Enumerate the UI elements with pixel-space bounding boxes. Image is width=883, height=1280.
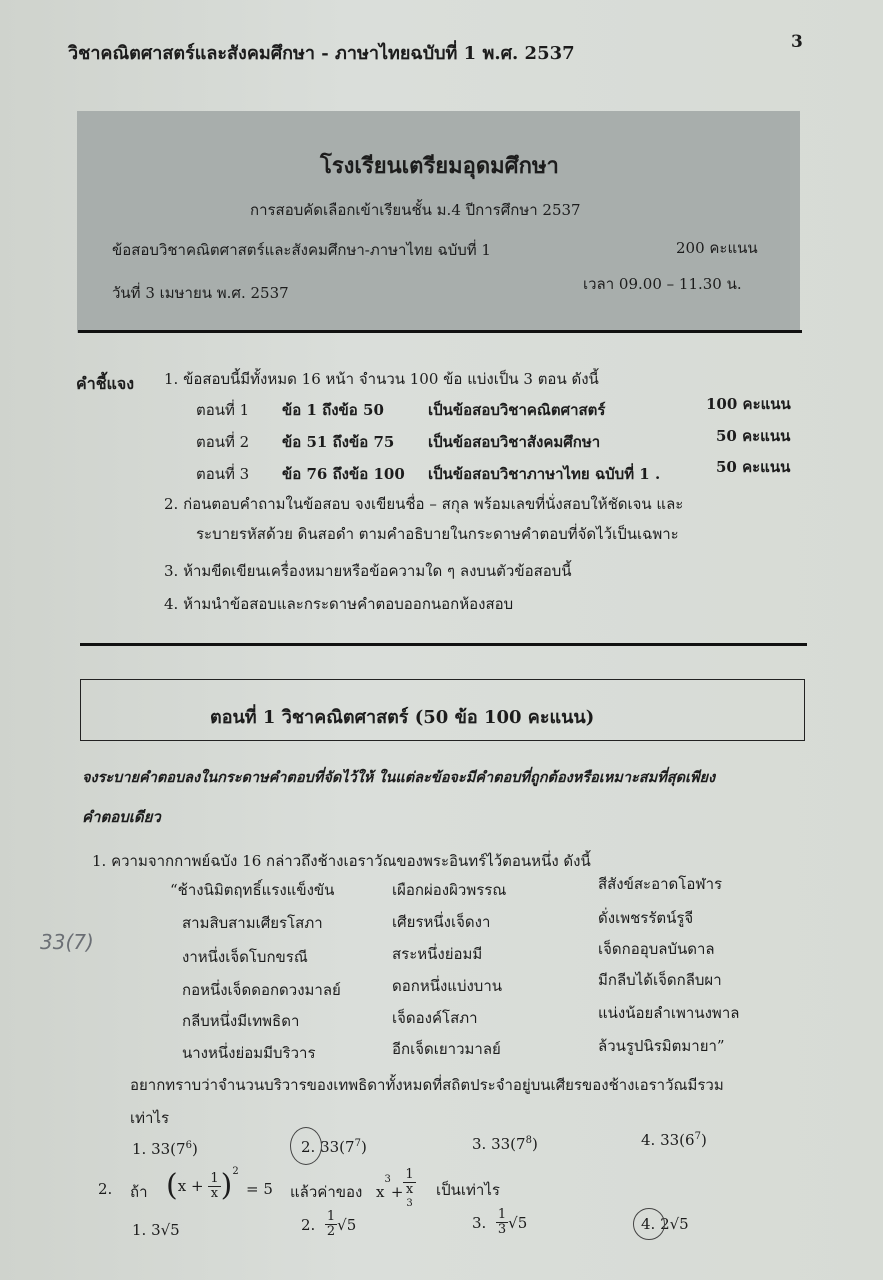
divider-top: [78, 330, 802, 333]
poem-line: กลีบหนึ่งมีเทพธิดา: [182, 1012, 300, 1030]
poem-line: แน่งน้อยลำเพานงพาล: [598, 1004, 740, 1022]
part-desc: เป็นข้อสอบวิชาคณิตศาสตร์: [428, 401, 606, 419]
q2-tail: เป็นเท่าไร: [436, 1181, 500, 1199]
poem-line: เศียรหนึ่งเจ็ดงา: [392, 913, 491, 931]
part-label: ตอนที่ 3: [196, 465, 250, 483]
q2-choice-3[interactable]: 3. $\frac{1}{3}$ √5: [472, 1207, 528, 1237]
poem-line: สีสังข์สะอาดโอฬาร: [598, 875, 723, 893]
poem-line: เจ็ดองค์โสภา: [392, 1009, 478, 1027]
q1-ask-line1: อยากทราบว่าจำนวนบริวารของเทพธิดาทั้งหมดที่สถิตประจำอยู่บนเศียรของช้างเอราวัณมีรวม: [130, 1076, 724, 1094]
school-name: โรงเรียนเตรียมอุดมศึกษา: [320, 153, 559, 179]
q2-target-expression: x $^3$ + 1 x $^3$: [376, 1167, 414, 1209]
exam-date: วันที่ 3 เมษายน พ.ศ. 2537: [112, 284, 289, 302]
poem-line: “ช้างนิมิตฤทธิ์แรงแข็งขัน: [170, 881, 335, 899]
page-number: 3: [791, 32, 803, 52]
poem-line: ดอกหนึ่งแบ่งบาน: [392, 977, 503, 995]
section-title: ตอนที่ 1 วิชาคณิตศาสตร์ (50 ข้อ 100 คะแนน): [210, 707, 595, 728]
exam-time: เวลา 09.00 – 11.30 น.: [583, 275, 742, 293]
q1-choice-3[interactable]: 3. $33(7^8)$: [472, 1135, 538, 1153]
part-desc: เป็นข้อสอบวิชาสังคมศึกษา: [428, 433, 601, 451]
q1-choice-1[interactable]: 1. $33(7^6)$: [132, 1140, 198, 1158]
instruction-2b: ระบายรหัสด้วย ดินสอดำ ตามคำอธิบายในกระดาษคำตอบที่จัดไว้เป็นเฉพาะ: [196, 525, 679, 543]
q2-equals: = 5: [246, 1180, 273, 1198]
poem-line: มีกลีบได้เจ็ดกลีบผา: [598, 971, 722, 989]
q2-expression: ( x + $\frac{1}{x}$ ) $^2$: [166, 1166, 239, 1203]
directions-line1: จงระบายคำตอบลงในกระดาษคำตอบที่จัดไว้ให้ ในแต่ละข้อจะมีคำตอบที่ถูกต้องหรือเหมาะสมที่สุดเพียง: [82, 769, 716, 786]
poem-line: นางหนึ่งย่อมมีบริวาร: [182, 1044, 316, 1062]
instructions-label: คำชี้แจง: [76, 374, 135, 393]
instruction-1: 1. ข้อสอบนี้มีทั้งหมด 16 หน้า จำนวน 100 ข้อ แบ่งเป็น 3 ตอน ดังนี้: [164, 370, 599, 388]
q2-choice-1[interactable]: 1. 3√5: [132, 1221, 180, 1239]
margin-pencil-note: 33(7): [40, 930, 94, 954]
q1-ask-line2: เท่าไร: [130, 1109, 170, 1127]
q1-choice-4[interactable]: 4. $33(6^7)$: [641, 1131, 707, 1149]
running-header: วิชาคณิตศาสตร์และสังคมศึกษา - ภาษาไทยฉบับที่ 1 พ.ศ. 2537: [68, 43, 575, 64]
part-desc: เป็นข้อสอบวิชาภาษาไทย ฉบับที่ 1 .: [428, 465, 661, 483]
instruction-4: 4. ห้ามนำข้อสอบและกระดาษคำตอบออกนอกห้องสอบ: [164, 595, 514, 613]
part-score: 50 คะแนน: [716, 427, 791, 445]
q2-lead: ถ้า: [130, 1183, 148, 1201]
part-score: 50 คะแนน: [716, 458, 791, 476]
poem-line: งาหนึ่งเจ็ดโบกขรณี: [182, 948, 308, 966]
q2-number: 2.: [98, 1180, 113, 1198]
poem-line: อีกเจ็ดเยาวมาลย์: [392, 1040, 501, 1058]
pencil-circle-mark: [633, 1208, 665, 1240]
q1-stem: 1. ความจากกาพย์ฉบัง 16 กล่าวถึงช้างเอราวัณของพระอินทร์ไว้ตอนหนึ่ง ดังนี้: [92, 852, 591, 870]
total-score: 200 คะแนน: [676, 239, 758, 257]
pencil-circle-mark: [290, 1127, 322, 1165]
directions-line2: คำตอบเดียว: [82, 808, 161, 826]
instruction-3: 3. ห้ามขีดเขียนเครื่องหมายหรือข้อความใด ๆ ลงบนตัวข้อสอบนี้: [164, 562, 572, 580]
q2-choice-2[interactable]: 2. $\frac{1}{2}$ √5: [301, 1209, 357, 1239]
part-range: ข้อ 76 ถึงข้อ 100: [282, 465, 405, 483]
part-range: ข้อ 1 ถึงข้อ 50: [282, 401, 384, 419]
part-range: ข้อ 51 ถึงข้อ 75: [282, 433, 395, 451]
poem-line: สระหนึ่งย่อมมี: [392, 945, 483, 963]
poem-line: ดั่งเพชรรัตน์รูจี: [598, 909, 694, 927]
poem-line: กอหนึ่งเจ็ดดอกดวงมาลย์: [182, 981, 341, 999]
poem-line: เจ็ดกออุบลบันดาล: [598, 940, 715, 958]
part-label: ตอนที่ 1: [196, 401, 250, 419]
poem-line: ล้วนรูปนิรมิตมายา”: [598, 1037, 725, 1055]
instruction-2a: 2. ก่อนตอบคำถามในข้อสอบ จงเขียนชื่อ – สกุล พร้อมเลขที่นั่งสอบให้ชัดเจน และ: [164, 495, 684, 513]
q1-choice-2[interactable]: 2. $33(7^7)$: [301, 1138, 367, 1156]
part-label: ตอนที่ 2: [196, 433, 250, 451]
poem-line: สามสิบสามเศียรโสภา: [182, 914, 323, 932]
part-score: 100 คะแนน: [706, 395, 791, 413]
divider-middle: [80, 643, 807, 646]
subject-line: ข้อสอบวิชาคณิตศาสตร์และสังคมศึกษา-ภาษาไทย ฉบับที่ 1: [112, 241, 491, 259]
q2-middle-text: แล้วค่าของ: [290, 1183, 363, 1201]
poem-line: เผือกผ่องผิวพรรณ: [392, 881, 507, 899]
q2-choice-4[interactable]: 4. 2√5: [641, 1215, 689, 1233]
exam-title: การสอบคัดเลือกเข้าเรียนชั้น ม.4 ปีการศึกษา 2537: [250, 201, 581, 219]
